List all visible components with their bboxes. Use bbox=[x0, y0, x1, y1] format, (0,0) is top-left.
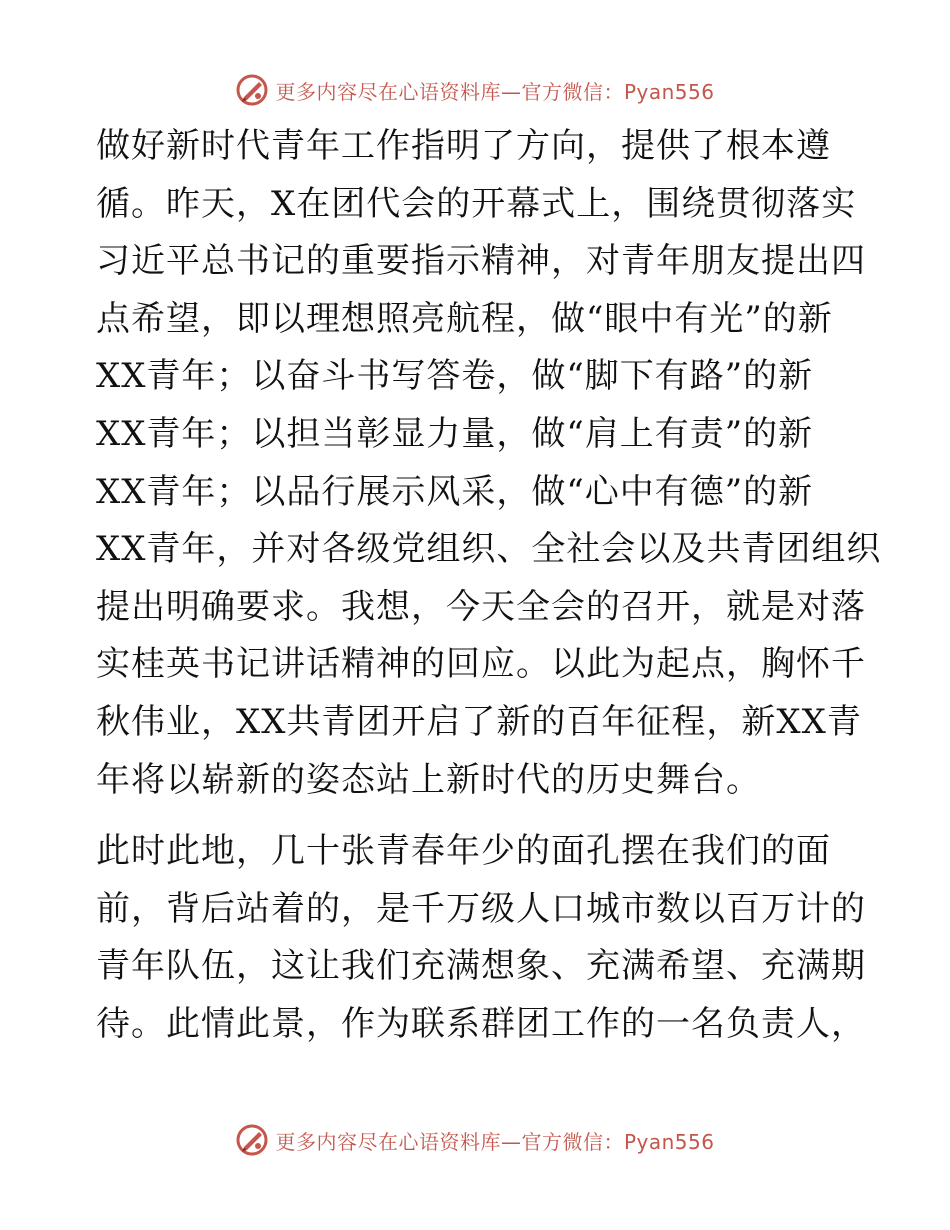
paragraph-gap bbox=[96, 809, 856, 823]
text-line: XX青年；以奋斗书写答卷，做“脚下有路”的新 bbox=[96, 356, 814, 397]
text-line: 做好新时代青年工作指明了方向，提供了根本遵 bbox=[96, 126, 831, 166]
text-line: 青年队伍，这让我们充满想象、充满希望、充满期 bbox=[96, 946, 866, 987]
text-line: 前，背后站着的，是千万级人口城市数以百万计的 bbox=[96, 888, 866, 929]
text-line: 年将以崭新的姿态站上新时代的历史舞台。 bbox=[96, 759, 761, 800]
text-line: 习近平总书记的重要指示精神，对青年朋友提出四 bbox=[96, 241, 866, 282]
text-line: 实桂英书记讲话精神的回应。以此为起点，胸怀千 bbox=[96, 644, 866, 685]
footer-watermark bbox=[0, 1120, 950, 1160]
paragraph-1 bbox=[96, 118, 882, 809]
text-line: XX青年；以担当彰显力量，做“肩上有责”的新 bbox=[96, 413, 814, 454]
document-body bbox=[96, 118, 882, 1054]
text-line: 待。此情此景，作为联系群团工作的一名负责人， bbox=[96, 1003, 866, 1044]
text-line: XX青年，并对各级党组织、全社会以及共青团组织 bbox=[96, 529, 882, 570]
pen-logo-icon bbox=[235, 1123, 269, 1157]
watermark-text: 更多内容尽在心语资料库—官方微信：Pyan556 bbox=[275, 79, 715, 104]
text-line: 秋伟业，XX共青团开启了新的百年征程，新XX青 bbox=[96, 701, 862, 742]
text-line: 循。昨天，X在团代会的开幕式上，围绕贯彻落实 bbox=[96, 183, 857, 224]
header-watermark bbox=[0, 70, 950, 110]
text-line: 此时此地，几十张青春年少的面孔摆在我们的面 bbox=[96, 831, 831, 872]
text-line: XX青年；以品行展示风采，做“心中有德”的新 bbox=[96, 471, 814, 512]
paragraph-2 bbox=[96, 823, 866, 1053]
text-line: 点希望，即以理想照亮航程，做“眼中有光”的新 bbox=[96, 298, 833, 339]
pen-logo-icon bbox=[235, 73, 269, 107]
text-line: 提出明确要求。我想，今天全会的召开，就是对落 bbox=[96, 586, 866, 627]
watermark-text: 更多内容尽在心语资料库—官方微信：Pyan556 bbox=[275, 1129, 715, 1154]
